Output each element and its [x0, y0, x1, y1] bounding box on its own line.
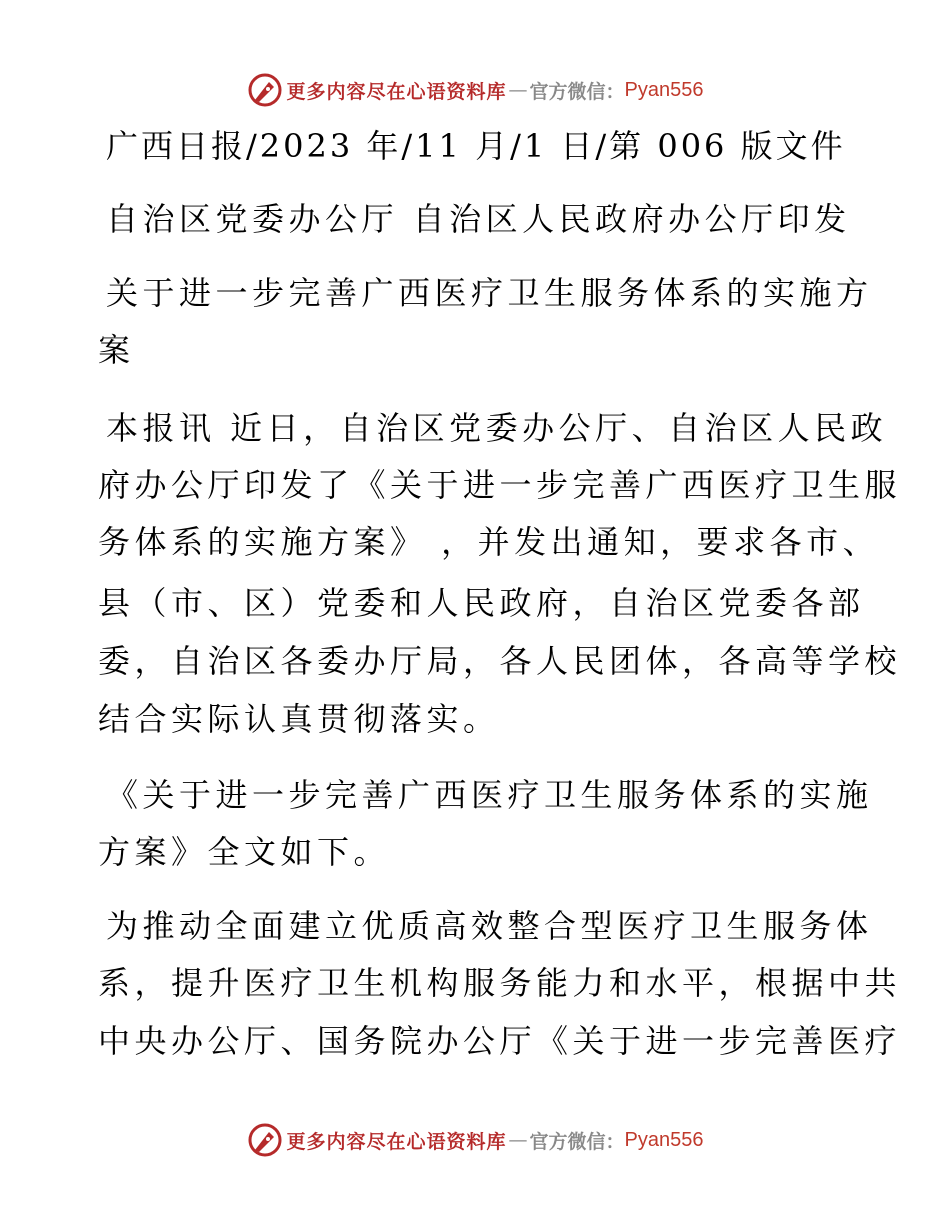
paragraph-line: 务体系的实施方案》 ，并发出通知，要求各市、 [98, 523, 880, 561]
paragraph-line: 本报讯 近日，自治区党委办公厅、自治区人民政 [106, 409, 888, 447]
promo-text: 更多内容尽在心语资料库 [286, 1130, 507, 1153]
wechat-label: 官方微信： [529, 1130, 625, 1153]
paragraph-line: 方案》全文如下。 [98, 833, 391, 871]
document-title-line-2: 案 [98, 331, 135, 369]
pen-nib-logo-icon [247, 1122, 283, 1158]
footer-watermark [0, 1120, 950, 1160]
pen-nib-logo-icon [247, 72, 283, 108]
paragraph-line: 系，提升医疗卫生机构服务能力和水平，根据中共 [98, 964, 902, 1002]
dateline: 广西日报/2023 年/11 月/1 日/第 006 版文件 [106, 127, 846, 165]
issuers: 自治区党委办公厅 自治区人民政府办公厅印发 [106, 200, 851, 238]
promo-text: 更多内容尽在心语资料库 [286, 80, 507, 103]
paragraph-line: 县（市、区）党委和人民政府，自治区党委各部 [98, 584, 865, 622]
paragraph-line: 结合实际认真贯彻落实。 [98, 700, 500, 738]
paragraph-line: 为推动全面建立优质高效整合型医疗卫生服务体 [106, 907, 873, 945]
paragraph-line: 府办公厅印发了《关于进一步完善广西医疗卫生服 [98, 466, 902, 504]
wechat-id: Pyan556 [624, 78, 704, 101]
paragraph-line: 中央办公厅、国务院办公厅《关于进一步完善医疗 [98, 1022, 902, 1060]
document-title-line-1: 关于进一步完善广西医疗卫生服务体系的实施方 [106, 274, 873, 312]
separator: — [508, 1129, 528, 1151]
wechat-id: Pyan556 [624, 1128, 704, 1151]
paragraph-line: 委，自治区各委办厅局，各人民团体，各高等学校 [98, 642, 902, 680]
wechat-label: 官方微信： [529, 80, 625, 103]
paragraph-line: 《关于进一步完善广西医疗卫生服务体系的实施 [106, 776, 873, 814]
separator: — [508, 79, 528, 101]
header-watermark [0, 70, 950, 110]
